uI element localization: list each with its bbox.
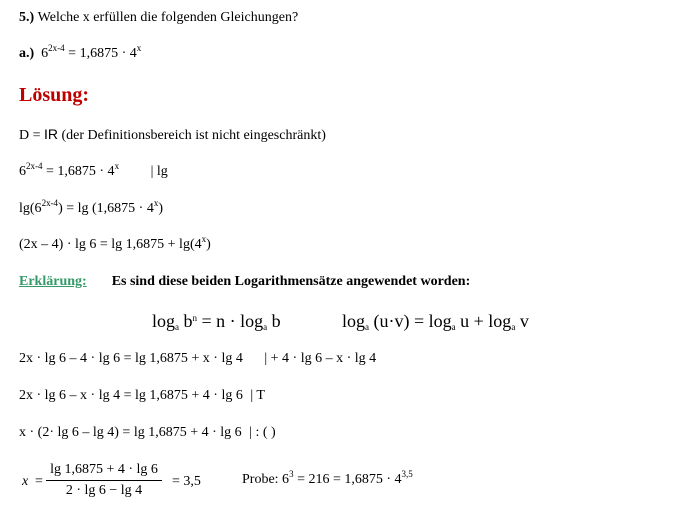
step-1-operation: | lg [150, 164, 168, 179]
real-numbers-symbol: IR [44, 126, 59, 142]
domain-line: D = IR (der Definitionsbereich ist nicht eingeschränkt) [19, 126, 326, 143]
solution-heading: Lösung: [19, 84, 90, 106]
task-question: Welche x erfüllen die folgenden Gleichungen? [37, 10, 299, 25]
step-3: $(2x - 4) \cdot \lg 6 = \lg 1,6875 + \lg(4^x)$ [19, 234, 211, 252]
step-6: x · (2· lg 6 – lg 4) = lg 1,6875 + 4 · lg 6 | : ( ) [19, 425, 276, 440]
result-value: = 3,5 [172, 474, 201, 489]
part-label: a.) [19, 46, 35, 61]
fraction-denominator: 2 · lg 6 − lg 4 [65, 483, 143, 498]
step-5-operation: | T [250, 388, 265, 403]
result-variable: x [22, 474, 29, 489]
log-rule-power: $\log_a b^n = n \cdot \log_a b$ [152, 311, 281, 332]
explanation-label: Erklärung: [19, 274, 87, 289]
probe: Probe: $6^3 = 216 = 1,6875 \cdot 4^{3,5}$ [242, 469, 413, 487]
step-2: $\lg(6^{2x-4}) = \lg (1,6875 \cdot 4^x)$ [19, 198, 164, 216]
task-number: 5.) [19, 10, 35, 25]
step-4-operation: | + 4 · lg 6 – x · lg 4 [264, 351, 377, 366]
explanation-text: Es sind diese beiden Logarithmensätze angewendet worden: [111, 274, 471, 289]
step-6-operation: | : ( ) [249, 425, 276, 440]
step-5: 2x · lg 6 – x · lg 4 = lg 1,6875 + 4 · lg 6 | T [19, 388, 265, 403]
equation-a: a.) $6^{2x-4} = 1,6875 \cdot 4^x$ [19, 43, 142, 61]
explanation [19, 274, 470, 290]
fraction-numerator: lg 1,6875 + 4 · lg 6 [50, 462, 158, 477]
step-4: 2x · lg 6 – 4 · lg 6 = lg 1,6875 + x · lg 4 | + 4 · lg 6 – x · lg 4 [19, 351, 377, 366]
result-fraction [46, 462, 162, 499]
fraction-bar [46, 480, 162, 481]
result-equals: = [35, 474, 43, 489]
task-header [19, 10, 298, 26]
log-rule-product: $\log_a (u\cdot v) = \log_a u + \log_a v$ [342, 311, 529, 332]
step-1: $6^{2x-4} = 1,6875 \cdot 4^x$ | lg [19, 161, 168, 179]
